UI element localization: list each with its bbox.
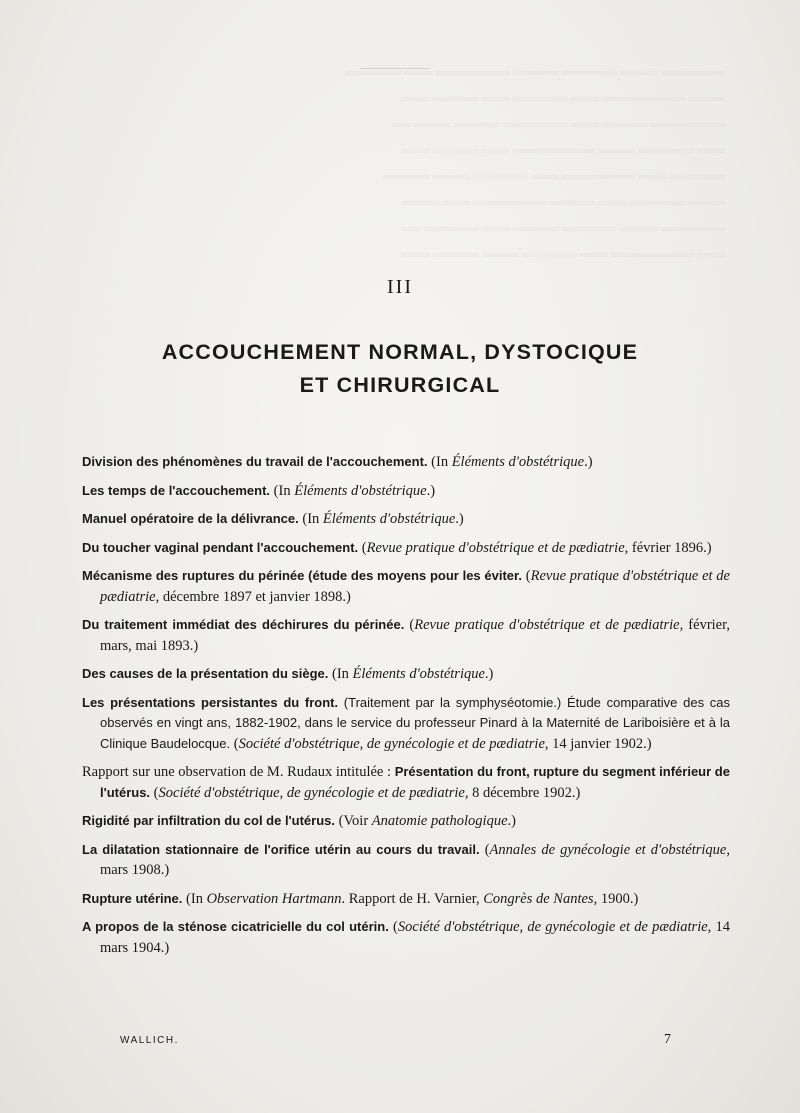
entry-11: Rupture utérine. (In Observation Hartmann. Rapport de H. Varnier, Congrès de Nantes, 1900.) <box>82 890 639 907</box>
source-title-2: Congrès de Nantes <box>483 890 594 907</box>
entry-12: A propos de la sténose cicatricielle du col utérin. (Société d'obstétrique, de gynécologie et de pædiatrie, 14 mars 1904.) <box>82 919 730 956</box>
entry-10: La dilatation stationnaire de l'orifice utérin au cours du travail. (Annales de gynécologie et d'obstétrique, mars 1908.) <box>82 841 730 878</box>
entry-title: Rigidité par infiltration du col de l'utérus. <box>82 813 335 828</box>
footer-signature: WALLICH. <box>120 1035 179 1046</box>
entry-title: La dilatation stationnaire de l'orifice utérin au cours du travail. <box>82 841 480 857</box>
entry-7: Les présentations persistantes du front. (Traitement par la symphyséotomie.) Étude comparative des cas observés en vingt ans, 1882-1902, dans le service du professeur Pinard à la Maternité de Lariboisière et à la Clinique Baudelocque. (Société d'obstétrique, de gynécologie et de pædiatrie, 14 janvier 1902.) <box>82 694 730 752</box>
source-title: Annales de gynécologie et d'obstétrique <box>489 841 727 858</box>
entry-0: Division des phénomènes du travail de l'accouchement. (In Éléments d'obstétrique.) <box>82 454 593 470</box>
source-title: Éléments d'obstétrique <box>352 666 485 682</box>
entry-title: Du traitement immédiat des déchirures du périnée. <box>82 617 405 632</box>
entry-title: Du toucher vaginal pendant l'accouchement. <box>82 539 359 555</box>
source-title: Anatomie pathologique <box>371 813 508 829</box>
entry-5: Du traitement immédiat des déchirures du périnée. (Revue pratique d'obstétrique et de pædiatrie, février, mars, mai 1893.) <box>82 617 730 654</box>
page-number: 7 <box>664 1032 671 1047</box>
entry-title: A propos de la sténose cicatricielle du col utérin. <box>82 919 389 934</box>
source-title: Revue pratique d'obstétrique et de pædiatrie <box>366 539 625 556</box>
bibliography-list <box>82 452 730 966</box>
source-title: Observation Hartmann <box>206 890 342 907</box>
entry-4: Mécanisme des ruptures du périnée (étude des moyens pour les éviter. (Revue pratique d'obstétrique et de pædiatrie, décembre 1897 et janvier 1898.) <box>82 568 730 605</box>
heading-line-2: ET CHIRURGICAL <box>299 373 501 397</box>
entry-prefix: Rapport sur une observation de M. Rudaux intitulée : <box>82 764 395 780</box>
entry-title: Rupture utérine. <box>82 890 183 906</box>
heading-line-1: ACCOUCHEMENT NORMAL, DYSTOCIQUE <box>161 340 639 364</box>
entry-title: Mécanisme des ruptures du périnée (étude des moyens pour les éviter. <box>82 568 522 583</box>
source-title: Revue pratique d'obstétrique et de pædiatrie <box>100 568 730 605</box>
source-title: Revue pratique d'obstétrique et de pædiatrie <box>414 617 680 633</box>
entry-9: Rigidité par infiltration du col de l'utérus. (Voir Anatomie pathologique.) <box>82 813 516 829</box>
chapter-heading <box>0 336 800 402</box>
source-title: Société d'obstétrique, de gynécologie et de pædiatrie <box>238 735 545 752</box>
entry-title: Les temps de l'accouchement. <box>82 482 271 498</box>
source-title: Société d'obstétrique, de gynécologie et de pædiatrie <box>397 919 708 935</box>
entry-title: Présentation du front, rupture du segment inférieur de l'utérus. <box>100 764 730 800</box>
show-through-texture: ═══════ ════ ══════ ═════ ════════ ═══ ══════ ════ ═════════ ═══ ══════ ═══ ═════ ═══ ════════ ═════ ═══ ═══════ ═════ ════ ══ ═══ ══════ ════ ═════════ ═══ ═════ ═══ ══════ ═══ ════════ ═══ ══════ ════ ═════ ════ ══════ ═══ ═════ ════════ ═══ ════ ═══════ ════ ══════ ═════ ═══ ══════ ══ ═══ ═════════ ═══ ══════ ════ ═════ ═══ <box>346 65 725 262</box>
entry-title: Des causes de la présentation du siège. <box>82 666 329 681</box>
entry-2: Manuel opératoire de la délivrance. (In Éléments d'obstétrique.) <box>82 511 464 527</box>
entry-3: Du toucher vaginal pendant l'accouchement. (Revue pratique d'obstétrique et de pædiatrie, février 1896.) <box>82 539 712 556</box>
entry-title: Manuel opératoire de la délivrance. <box>82 511 299 526</box>
header-rule <box>360 68 430 69</box>
source-title: Éléments d'obstétrique <box>294 482 427 499</box>
entry-title: Division des phénomènes du travail de l'accouchement. <box>82 454 428 469</box>
entry-title: Les présentations persistantes du front. <box>82 694 339 710</box>
entry-8: Rapport sur une observation de M. Rudaux intitulée : Présentation du front, rupture du segment inférieur de l'utérus. (Société d'obstétrique, de gynécologie et de pædiatrie, 8 décembre 1902.) <box>82 764 730 801</box>
entry-description: (Traitement par la symphyséotomie.) Étude comparative des cas observés en vingt ans, 1882-1902, dans le service du professeur Pinard à la Maternité de Lariboisière et à la Clinique Baudelocque. <box>100 694 730 751</box>
section-number: III <box>387 276 413 298</box>
source-title: Éléments d'obstétrique <box>322 511 456 527</box>
entry-1: Les temps de l'accouchement. (In Éléments d'obstétrique.) <box>82 482 436 499</box>
entry-6: Des causes de la présentation du siège. (In Éléments d'obstétrique.) <box>82 666 494 682</box>
source-title: Éléments d'obstétrique <box>451 454 585 470</box>
source-title: Société d'obstétrique, de gynécologie et de pædiatrie <box>158 784 465 801</box>
